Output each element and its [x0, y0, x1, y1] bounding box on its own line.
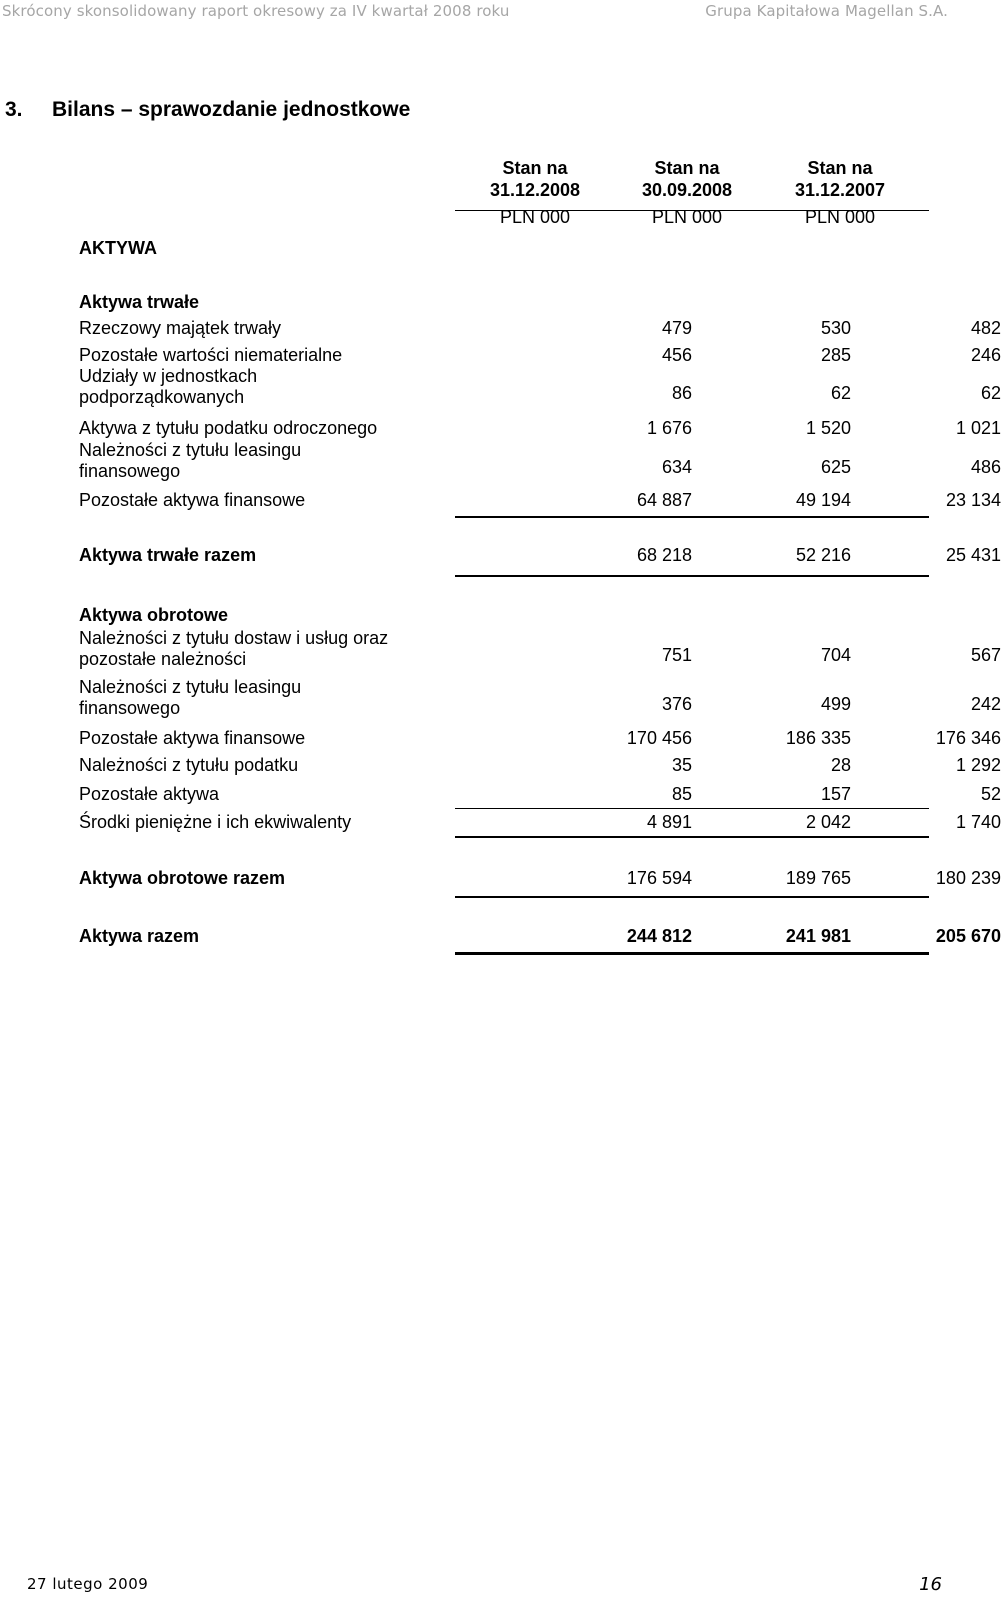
value-cell: 157 [820, 784, 851, 804]
report-header-title: Skrócony skonsolidowany raport okresowy za IV kwartał 2008 roku [2, 2, 510, 20]
value-cell: 176 346 [935, 728, 1001, 748]
value-cell: 482 [970, 318, 1001, 338]
value-cell: 567 [970, 645, 1001, 665]
value-cell: 28 [830, 755, 851, 775]
value-cell: 704 [820, 645, 851, 665]
total-rule [455, 575, 929, 577]
subtotal-rule [455, 836, 929, 838]
row-label: Rzeczowy majątek trwały [79, 318, 282, 338]
row-label: Aktywa trwałe razem [79, 545, 257, 565]
row-label: Pozostałe aktywa finansowe [79, 728, 306, 748]
value-cell: 85 [671, 784, 692, 804]
value-cell: 2 042 [805, 812, 851, 832]
report-header-company: Grupa Kapitałowa Magellan S.A. [705, 2, 948, 20]
value-cell: 170 456 [626, 728, 692, 748]
value-cell: 499 [820, 694, 851, 714]
column-unit: PLN 000 [804, 207, 876, 227]
value-cell: 1 292 [955, 755, 1001, 775]
column-stan-label: Stan na [502, 158, 568, 178]
row-label: Pozostałe aktywa finansowe [79, 490, 306, 510]
column-date: 31.12.2007 [794, 180, 886, 200]
column-unit: PLN 000 [651, 207, 723, 227]
total-rule [455, 896, 929, 898]
subtotal-rule [455, 516, 929, 518]
value-cell: 246 [970, 345, 1001, 365]
value-cell: 241 981 [785, 926, 851, 946]
value-cell: 634 [661, 457, 692, 477]
value-cell: 180 239 [935, 868, 1001, 888]
row-label: Udziały w jednostkach podporządkowanych [79, 366, 258, 407]
value-cell: 1 676 [646, 418, 692, 438]
value-cell: 456 [661, 345, 692, 365]
value-cell: 64 887 [636, 490, 692, 510]
header-divider [455, 210, 929, 211]
row-label: Aktywa razem [79, 926, 200, 946]
value-cell: 52 216 [795, 545, 851, 565]
value-cell: 1 740 [955, 812, 1001, 832]
grand-total-rule [455, 952, 929, 955]
row-label: Aktywa trwałe [79, 292, 200, 312]
column-header-3 [775, 157, 905, 228]
aktywa-label: AKTYWA [79, 238, 157, 258]
value-cell: 68 218 [636, 545, 692, 565]
row-label: Należności z tytułu dostaw i usług oraz pozostałe należności [79, 628, 389, 669]
value-cell: 35 [671, 755, 692, 775]
value-cell: 205 670 [935, 926, 1001, 946]
value-cell: 486 [970, 457, 1001, 477]
row-label: Należności z tytułu podatku [79, 755, 299, 775]
value-cell: 176 594 [626, 868, 692, 888]
row-label: Aktywa obrotowe [79, 605, 229, 625]
section-title [5, 98, 410, 122]
row-label: Aktywa obrotowe razem [79, 868, 286, 888]
row-label: Środki pieniężne i ich ekwiwalenty [79, 812, 352, 832]
section-title-text: Bilans – sprawozdanie jednostkowe [52, 98, 411, 121]
column-stan-label: Stan na [807, 158, 873, 178]
value-cell: 625 [820, 457, 851, 477]
value-cell: 189 765 [785, 868, 851, 888]
row-label: Aktywa z tytułu podatku odroczonego [79, 418, 378, 438]
footer-date: 27 lutego 2009 [27, 1575, 149, 1593]
value-cell: 62 [980, 383, 1001, 403]
row-label: Należności z tytułu leasingu finansowego [79, 440, 302, 481]
value-cell: 4 891 [646, 812, 692, 832]
value-cell: 49 194 [795, 490, 851, 510]
column-stan-label: Stan na [654, 158, 720, 178]
column-header-1 [470, 157, 600, 228]
value-cell: 1 520 [805, 418, 851, 438]
column-header-2 [622, 157, 752, 228]
value-cell: 62 [830, 383, 851, 403]
column-date: 30.09.2008 [641, 180, 733, 200]
value-cell: 285 [820, 345, 851, 365]
row-label: Pozostałe aktywa [79, 784, 220, 804]
column-unit: PLN 000 [499, 207, 571, 227]
value-cell: 23 134 [945, 490, 1001, 510]
column-date: 31.12.2008 [489, 180, 581, 200]
value-cell: 1 021 [955, 418, 1001, 438]
page-number: 16 [919, 1574, 942, 1595]
row-label: Pozostałe wartości niematerialne [79, 345, 343, 365]
value-cell: 52 [980, 784, 1001, 804]
value-cell: 751 [661, 645, 692, 665]
value-cell: 86 [671, 383, 692, 403]
row-rule [455, 808, 929, 809]
row-label: Należności z tytułu leasingu finansowego [79, 677, 302, 718]
value-cell: 376 [661, 694, 692, 714]
value-cell: 242 [970, 694, 1001, 714]
value-cell: 244 812 [626, 926, 692, 946]
section-number: 3. [5, 98, 23, 121]
value-cell: 25 431 [945, 545, 1001, 565]
value-cell: 530 [820, 318, 851, 338]
value-cell: 186 335 [785, 728, 851, 748]
value-cell: 479 [661, 318, 692, 338]
